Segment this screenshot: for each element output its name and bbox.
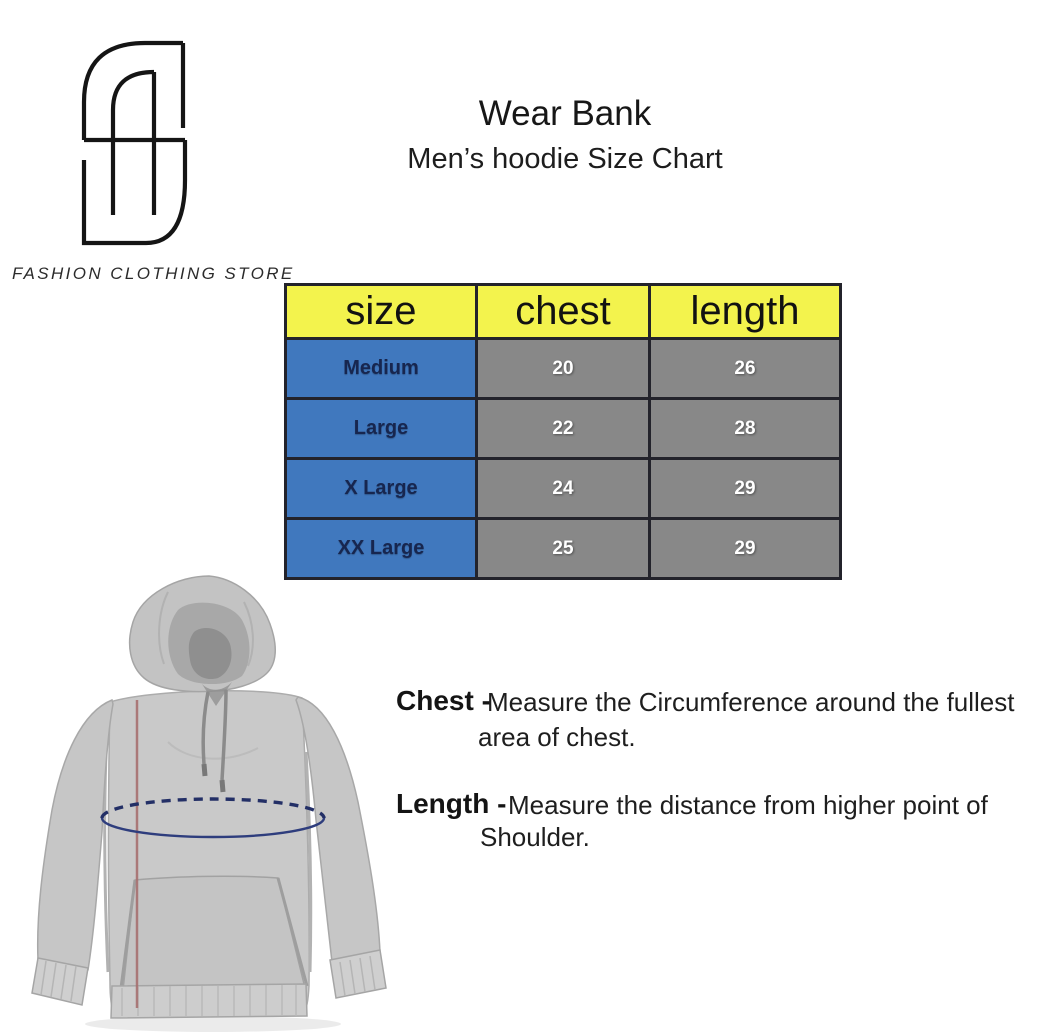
length-definition-line2: Shoulder. [480, 822, 590, 852]
size-cell: XX Large [287, 520, 475, 577]
length-cell: 28 [651, 400, 839, 457]
length-cell: 29 [651, 460, 839, 517]
size-chart-table [284, 283, 842, 580]
left-sleeve [38, 700, 113, 973]
column-header-chest: chest [478, 286, 648, 337]
chest-definition-line1: Measure the Circumference around the fullest [487, 687, 1015, 717]
chest-definition-term: Chest - [396, 685, 491, 716]
kangaroo-pocket [123, 876, 305, 990]
page-title: Wear Bank [478, 94, 652, 133]
size-cell: Large [287, 400, 475, 457]
chest-cell: 22 [478, 400, 648, 457]
page-subtitle: Men’s hoodie Size Chart [407, 143, 723, 175]
column-header-size: size [287, 286, 475, 337]
hem-band [111, 984, 307, 1018]
header [265, 0, 865, 176]
hoodie-measurement-diagram [18, 552, 413, 1036]
length-definition-term: Length - [396, 788, 507, 819]
brand-caption: FASHION CLOTHING STORE [12, 264, 295, 283]
size-cell: X Large [287, 460, 475, 517]
length-cell: 26 [651, 340, 839, 397]
size-cell: Medium [287, 340, 475, 397]
length-definition-line1: Measure the distance from higher point of [508, 790, 988, 820]
chest-cell: 20 [478, 340, 648, 397]
brand-logo [70, 30, 210, 260]
logo-monogram [84, 43, 185, 243]
length-cell: 29 [651, 520, 839, 577]
column-header-length: length [651, 286, 839, 337]
chest-cell: 24 [478, 460, 648, 517]
chest-cell: 25 [478, 520, 648, 577]
chest-definition-line2: area of chest. [478, 722, 636, 752]
